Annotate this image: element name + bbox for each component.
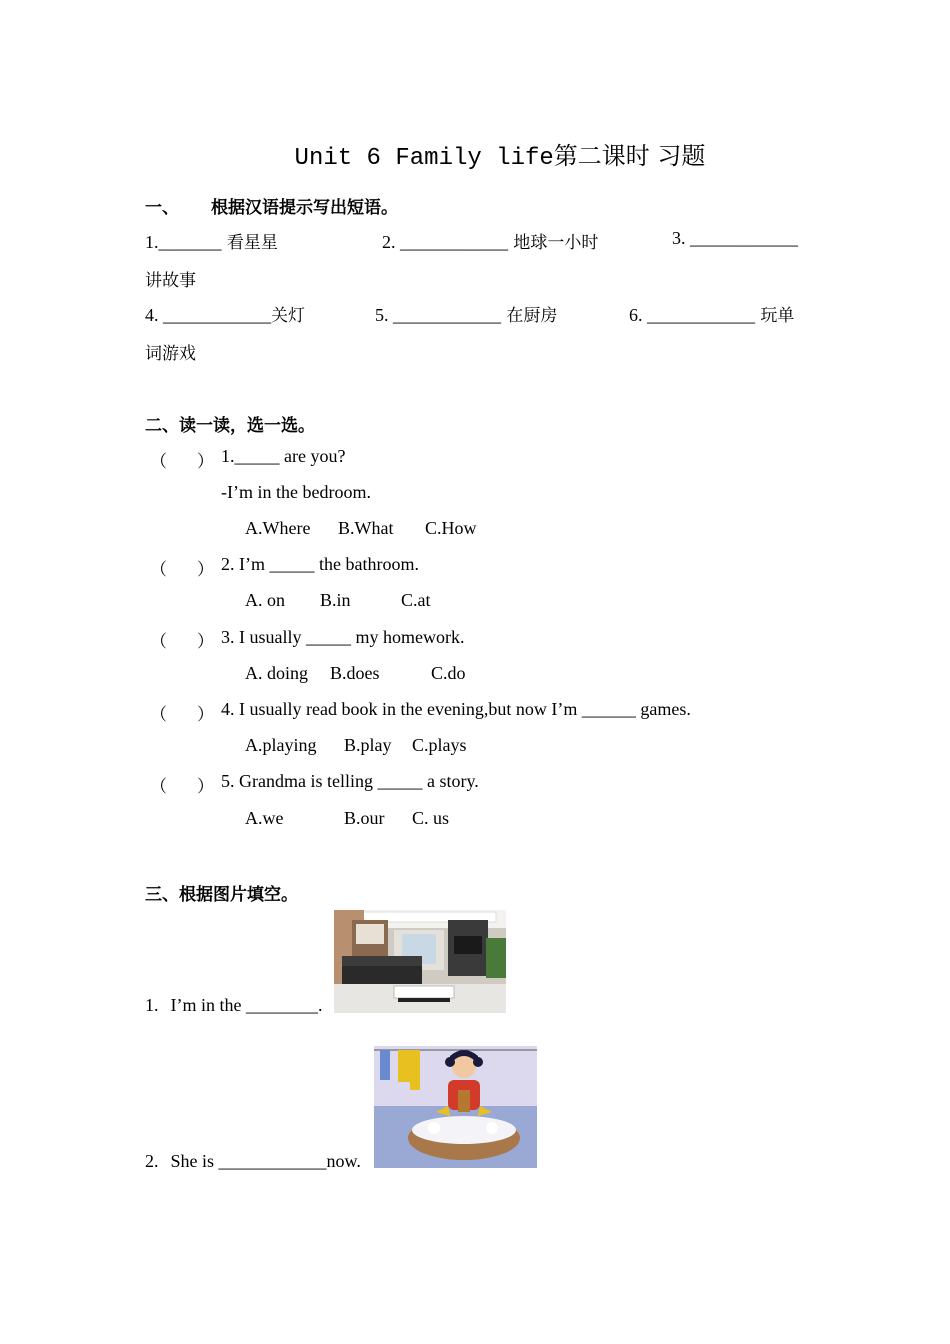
q2-option-b: B.in bbox=[320, 590, 351, 610]
answer-paren-open: （ bbox=[150, 777, 167, 796]
question-3: 3. I usually _____ my homework. bbox=[221, 627, 465, 647]
title-chinese: 第二课时 习题 bbox=[553, 142, 706, 170]
answer-paren-open: （ bbox=[150, 452, 167, 471]
answer-paren-close: ） bbox=[197, 632, 214, 651]
s3-item-1: 1. I’m in the ________. bbox=[145, 995, 323, 1015]
q3-option-b: B.does bbox=[330, 663, 380, 683]
answer-paren-close: ） bbox=[197, 452, 214, 471]
section1-number: 一、 bbox=[145, 198, 179, 218]
page-title bbox=[0, 136, 950, 172]
question-4: 4. I usually read book in the evening,but now I’m ______ games. bbox=[221, 699, 691, 719]
washing-clothes-image bbox=[374, 1046, 537, 1168]
question-2: 2. I’m _____ the bathroom. bbox=[221, 554, 419, 574]
section3-heading: 三、根据图片填空。 bbox=[145, 885, 298, 905]
s1-item-6-wrap: 词游戏 bbox=[145, 344, 196, 364]
q1-option-a: A.Where bbox=[245, 518, 311, 538]
answer-paren-open: （ bbox=[150, 705, 167, 724]
answer-paren-close: ） bbox=[197, 777, 214, 796]
q3-option-c: C.do bbox=[431, 663, 466, 683]
question-1: 1._____ are you? bbox=[221, 446, 346, 466]
s1-item-3: 3. ____________ bbox=[672, 228, 798, 248]
s1-item-6: 6. ____________ 玩单 bbox=[629, 305, 795, 326]
s1-item-3-wrap: 讲故事 bbox=[145, 271, 196, 291]
q1-option-c: C.How bbox=[425, 518, 477, 538]
q2-option-a: A. on bbox=[245, 590, 285, 610]
living-room-image bbox=[334, 910, 506, 1013]
question-5: 5. Grandma is telling _____ a story. bbox=[221, 771, 479, 791]
q5-option-a: A.we bbox=[245, 808, 284, 828]
question-1-response: -I’m in the bedroom. bbox=[221, 482, 371, 502]
answer-paren-open: （ bbox=[150, 560, 167, 579]
q4-option-b: B.play bbox=[344, 735, 392, 755]
q1-option-b: B.What bbox=[338, 518, 394, 538]
s3-item-2: 2. She is ____________now. bbox=[145, 1151, 361, 1171]
q4-option-a: A.playing bbox=[245, 735, 317, 755]
s1-item-1: 1._______ 看星星 bbox=[145, 232, 278, 253]
answer-paren-open: （ bbox=[150, 632, 167, 651]
s1-item-2: 2. ____________ 地球一小时 bbox=[382, 232, 599, 253]
section2-heading: 二、读一读，选一选。 bbox=[145, 416, 315, 436]
title-english: Unit 6 Family life bbox=[294, 145, 554, 172]
washing-clothes-illustration bbox=[374, 1046, 537, 1168]
q5-option-b: B.our bbox=[344, 808, 385, 828]
q4-option-c: C.plays bbox=[412, 735, 467, 755]
answer-paren-close: ） bbox=[197, 560, 214, 579]
section1-heading: 根据汉语提示写出短语。 bbox=[211, 198, 398, 218]
s1-item-5: 5. ____________ 在厨房 bbox=[375, 305, 558, 326]
answer-paren-close: ） bbox=[197, 705, 214, 724]
living-room-illustration bbox=[334, 910, 506, 1013]
q2-option-c: C.at bbox=[401, 590, 431, 610]
s1-item-4: 4. ____________关灯 bbox=[145, 305, 305, 326]
q3-option-a: A. doing bbox=[245, 663, 308, 683]
q5-option-c: C. us bbox=[412, 808, 450, 828]
